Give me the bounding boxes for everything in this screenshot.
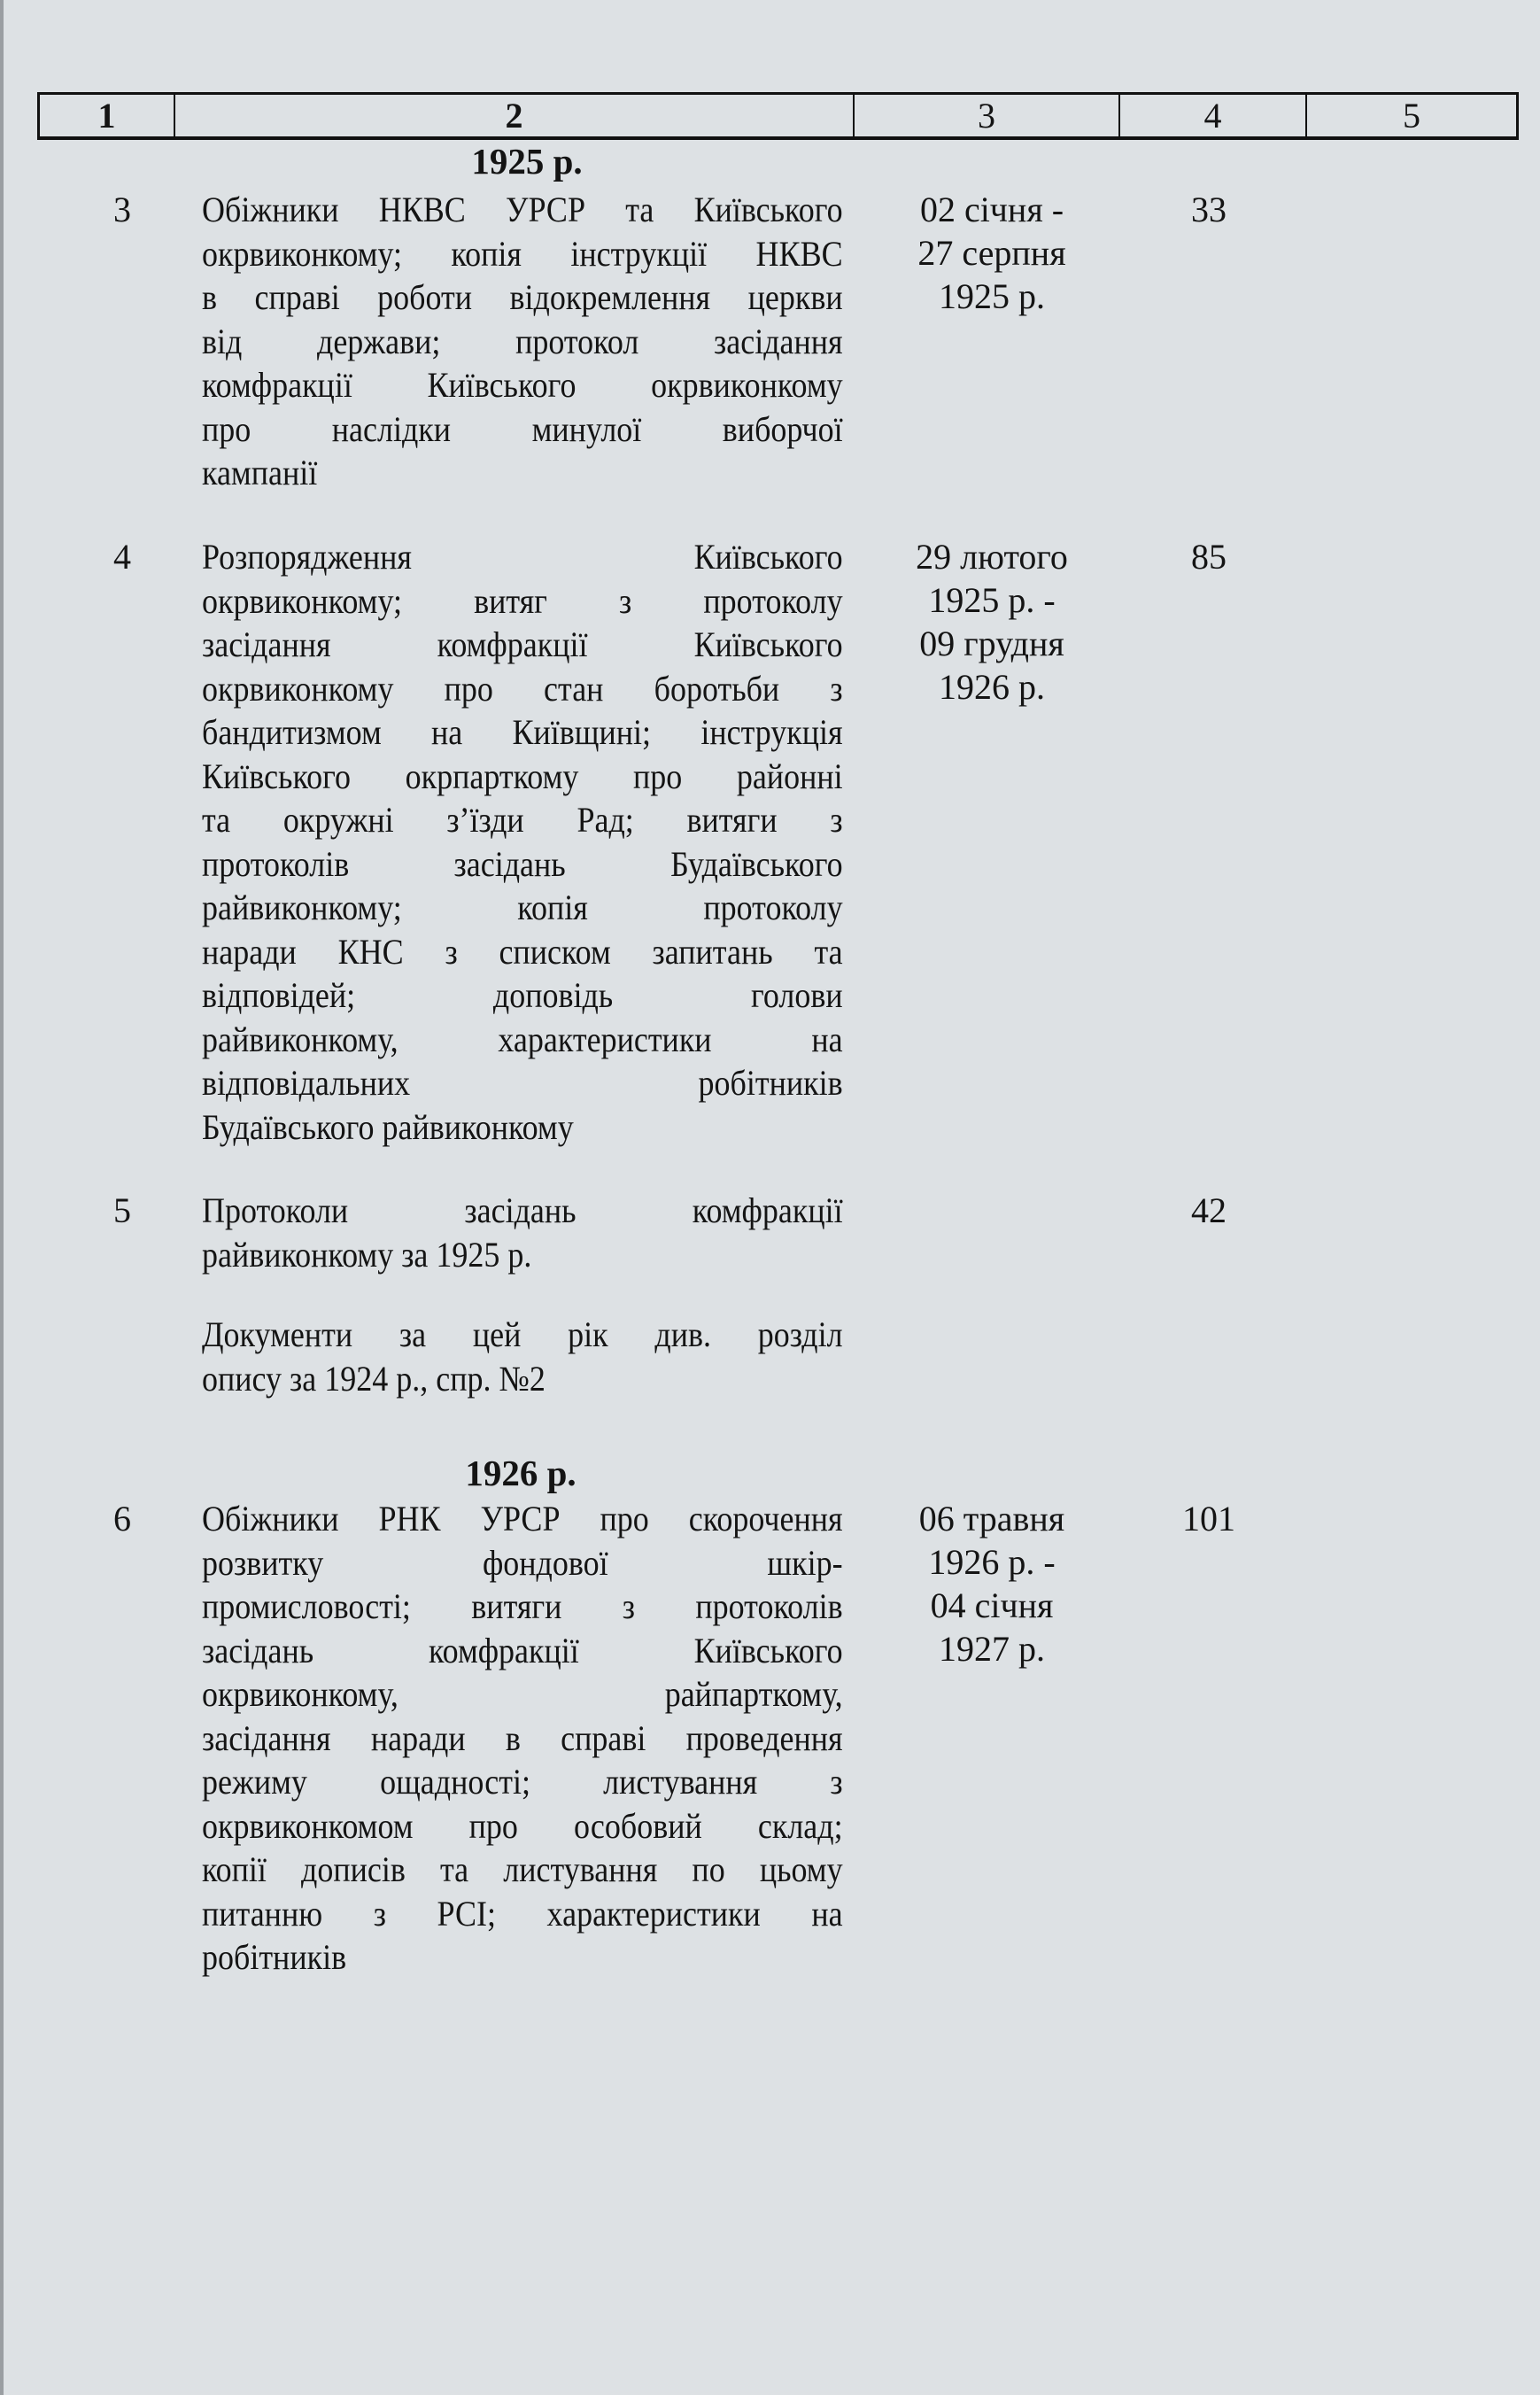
column-header-5: 5 xyxy=(1403,95,1420,136)
entry-description xyxy=(202,1189,843,1276)
year-heading-1926: 1926 р. xyxy=(465,1453,577,1493)
description-line: режиму ощадності; листування з xyxy=(202,1762,843,1802)
description-line: від держави; протокол засідання xyxy=(202,321,843,361)
entry-sheet-count: 33 xyxy=(1191,190,1227,229)
description-line: та окружні з’їзди Рад; витяги з xyxy=(202,800,843,840)
description-line: райвиконкому, характеристики на xyxy=(202,1019,843,1059)
description-line: засідання комфракції Київського xyxy=(202,624,843,664)
description-line: наради КНС з списком запитань та xyxy=(202,931,843,972)
description-line: робітників xyxy=(202,1937,347,1977)
entry-description xyxy=(202,1497,843,1980)
entry-number: 5 xyxy=(113,1190,131,1230)
description-line: бандитизмом на Київщині; інструкція xyxy=(202,712,843,752)
entry-description xyxy=(202,188,843,495)
date-line: 1926 р. - xyxy=(928,1542,1056,1582)
date-line: 02 січня - xyxy=(919,190,1064,229)
description-line: засідання наради в справі проведення xyxy=(202,1717,843,1758)
note-line: Документи за цей рік див. розділ xyxy=(202,1314,843,1354)
description-line: Розпорядження Київського xyxy=(202,537,843,577)
description-line: питанню з РСІ; характеристики на xyxy=(202,1893,843,1934)
column-header-3: 3 xyxy=(855,95,1120,136)
entry-dates xyxy=(890,1497,1094,1670)
column-header-4: 4 xyxy=(1120,95,1307,136)
entry-number: 6 xyxy=(113,1499,131,1539)
note-line: опису за 1924 р., спр. №2 xyxy=(202,1358,546,1399)
description-line: засідань комфракції Київського xyxy=(202,1630,843,1670)
cross-reference-note xyxy=(202,1313,843,1400)
description-line: Будаївського райвиконкому xyxy=(202,1106,574,1147)
description-line: Обіжники НКВС УРСР та Київського xyxy=(202,190,843,229)
description-line: окрвиконкому про стан боротьби з xyxy=(202,668,843,709)
date-line: 04 січня xyxy=(930,1585,1054,1625)
description-line: окрвиконкому; копія інструкції НКВС xyxy=(202,233,843,274)
date-line: 1926 р. xyxy=(939,667,1045,707)
description-line: Київського окрпарткому про районні xyxy=(202,756,843,796)
description-line: протоколів засідань Будаївського xyxy=(202,843,843,884)
date-line: 27 серпня xyxy=(917,233,1066,273)
date-line: 06 травня xyxy=(918,1499,1065,1539)
description-line: комфракції Київського окрвиконкому xyxy=(202,365,843,405)
page-edge xyxy=(0,0,4,2395)
entry-sheet-count: 42 xyxy=(1191,1190,1227,1230)
description-line: кампанії xyxy=(202,453,318,492)
description-line: копії дописів та листування по цьому xyxy=(202,1849,843,1889)
column-header-1: 1 xyxy=(40,95,175,136)
description-line: промисловості; витяги з протоколів xyxy=(202,1586,843,1626)
description-line: окрвиконкомом про особовий склад; xyxy=(202,1805,843,1846)
date-line: 09 грудня xyxy=(919,624,1064,663)
date-line: 29 лютого xyxy=(916,537,1068,577)
column-header-2: 2 xyxy=(175,95,855,136)
date-line: 1925 р. - xyxy=(928,580,1056,620)
date-line: 1927 р. xyxy=(939,1629,1045,1669)
description-line: окрвиконкому; витяг з протоколу xyxy=(202,580,843,621)
date-line: 1925 р. xyxy=(939,276,1045,316)
year-heading-1925: 1925 р. xyxy=(471,141,583,182)
entry-dates xyxy=(890,188,1094,318)
description-line: окрвиконкому, райпарткому, xyxy=(202,1674,843,1714)
description-line: райвиконкому; копія протоколу xyxy=(202,887,843,927)
description-line: відповідей; доповідь голови xyxy=(202,975,843,1015)
description-line: розвитку фондової шкір- xyxy=(202,1542,843,1583)
description-line: райвиконкому за 1925 р. xyxy=(202,1234,532,1275)
description-line: в справі роботи відокремлення церкви xyxy=(202,277,843,317)
description-line: Обіжники РНК УРСР про скорочення xyxy=(202,1499,843,1539)
entry-sheet-count: 101 xyxy=(1182,1499,1235,1539)
entry-description xyxy=(202,535,843,1149)
entry-number: 4 xyxy=(113,537,131,577)
description-line: про наслідки минулої виборчої xyxy=(202,408,843,449)
entry-sheet-count: 85 xyxy=(1191,537,1227,577)
column-header-row xyxy=(37,92,1519,140)
entry-number: 3 xyxy=(113,190,131,229)
description-line: Протоколи засідань комфракції xyxy=(202,1190,843,1230)
entry-dates xyxy=(890,535,1094,709)
description-line: відповідальних робітників xyxy=(202,1063,843,1103)
